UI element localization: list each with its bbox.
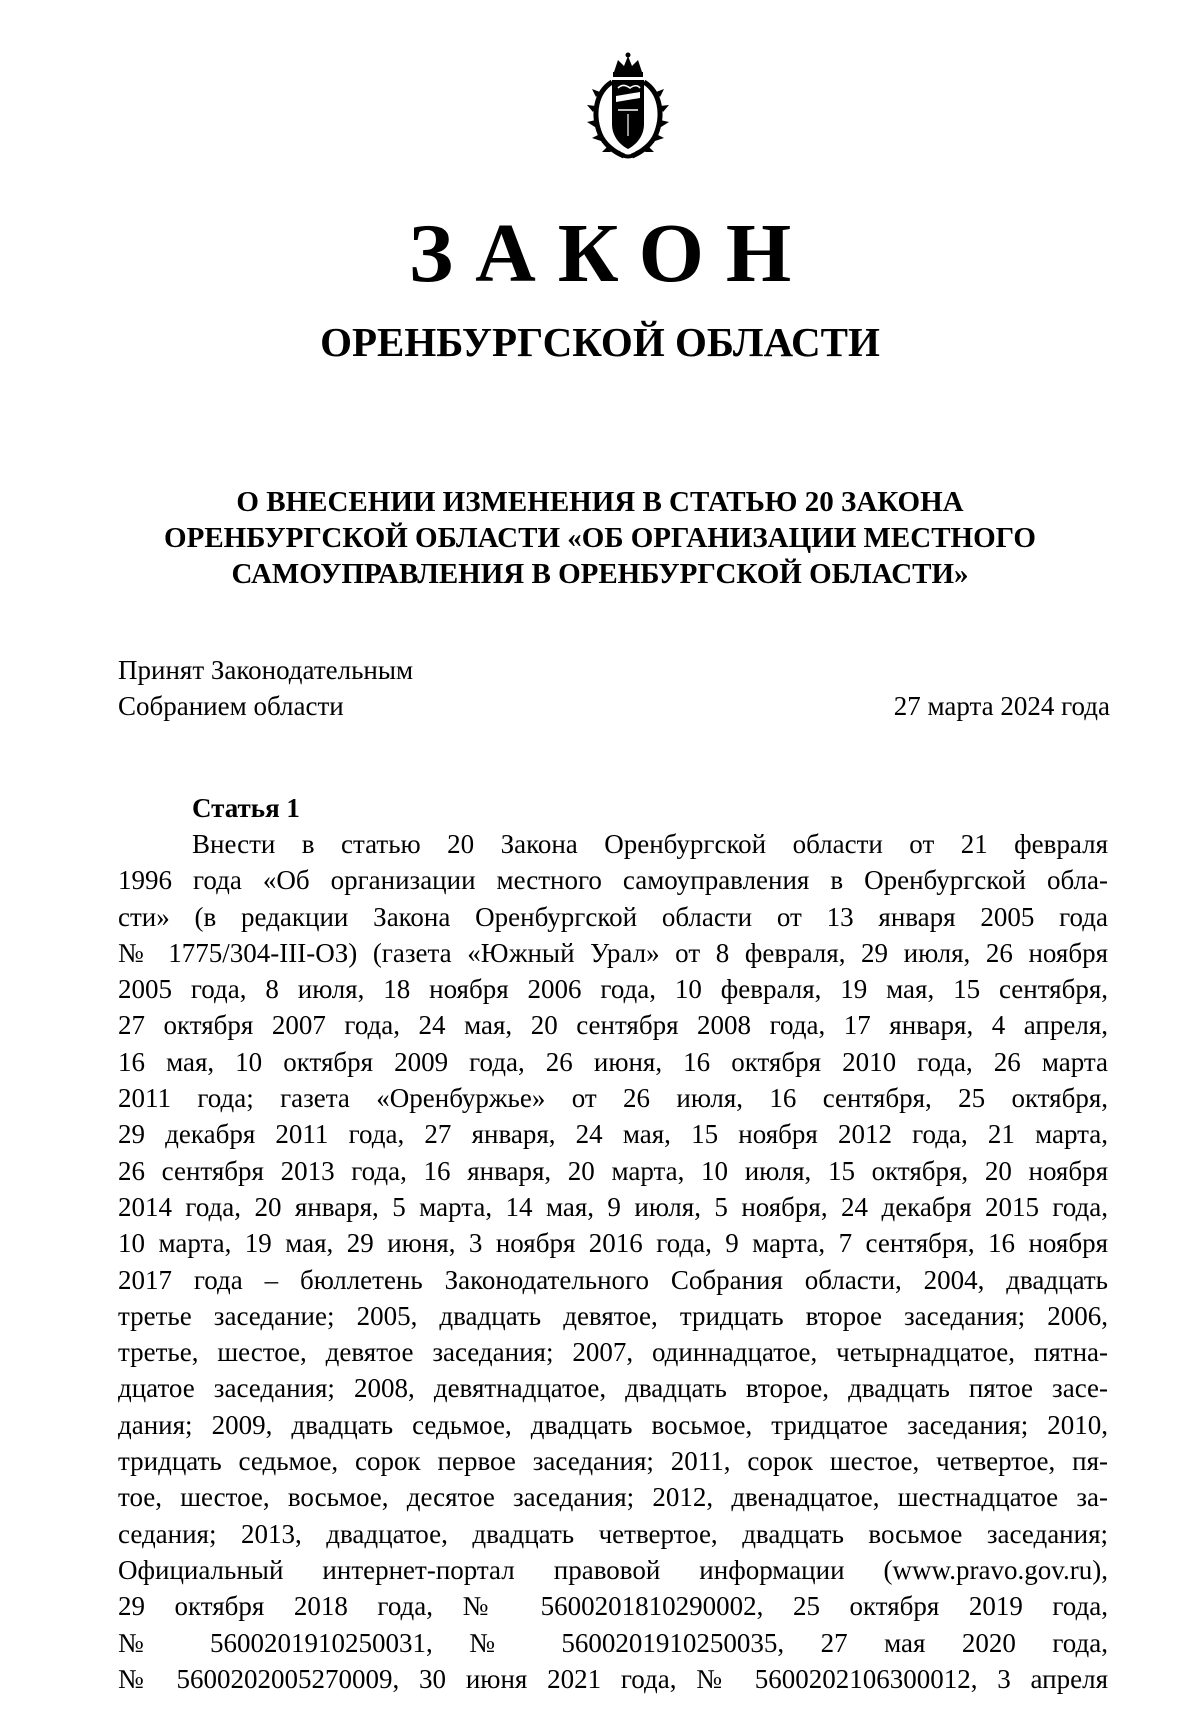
article-line: № 5600202005270009, 30 июня 2021 года, № 5600202106300012, 3 апреля bbox=[118, 1663, 1108, 1694]
adoption-line: Принят Законодательным bbox=[118, 655, 414, 685]
law-subject-line: ОРЕНБУРГСКОЙ ОБЛАСТИ «ОБ ОРГАНИЗАЦИИ МЕСТНОГО bbox=[164, 522, 1036, 554]
article-line: тридцать седьмое, сорок первое заседания; 2011, сорок шестое, четвертое, пя- bbox=[118, 1446, 1108, 1477]
article-line: 27 октября 2007 года, 24 мая, 20 сентября 2008 года, 17 января, 4 апреля, bbox=[118, 1010, 1108, 1041]
adoption-line: Собранием области bbox=[118, 691, 344, 721]
article-line: седания; 2013, двадцатое, двадцать четвертое, двадцать восьмое заседания; bbox=[118, 1518, 1108, 1549]
coat-of-arms-icon bbox=[578, 52, 678, 160]
article-line: 2014 года, 20 января, 5 марта, 14 мая, 9 июля, 5 ноября, 24 декабря 2015 года, bbox=[118, 1191, 1108, 1222]
article-line: № 5600201910250031, № 5600201910250035, 27 мая 2020 года, bbox=[118, 1627, 1108, 1658]
article-line: 2011 года; газета «Оренбуржье» от 26 июля, 16 сентября, 25 октября, bbox=[118, 1083, 1108, 1114]
article-body bbox=[118, 826, 1108, 1697]
article-line: 29 октября 2018 года, № 5600201810290002, 25 октября 2019 года, bbox=[118, 1591, 1108, 1622]
article-line: тое, шестое, восьмое, десятое заседания; 2012, двенадцатое, шестнадцатое за- bbox=[118, 1482, 1108, 1513]
article-line: 2005 года, 8 июля, 18 ноября 2006 года, 10 февраля, 19 мая, 15 сентября, bbox=[118, 974, 1108, 1005]
article-line: 29 декабря 2011 года, 27 января, 24 мая, 15 ноября 2012 года, 21 марта, bbox=[118, 1119, 1108, 1150]
article-line: 10 марта, 19 мая, 29 июня, 3 ноября 2016 года, 9 марта, 7 сентября, 16 ноября bbox=[118, 1228, 1108, 1259]
article-line: 16 мая, 10 октября 2009 года, 26 июня, 16 октября 2010 года, 26 марта bbox=[118, 1046, 1108, 1077]
article-line: 2017 года – бюллетень Законодательного Собрания области, 2004, двадцать bbox=[118, 1264, 1108, 1295]
coat-of-arms-emblem bbox=[578, 52, 678, 160]
article-line: № 1775/304-III-ОЗ) (газета «Южный Урал» от 8 февраля, 29 июля, 26 ноября bbox=[118, 937, 1108, 968]
article-line: дания; 2009, двадцать седьмое, двадцать восьмое, тридцатое заседания; 2010, bbox=[118, 1409, 1108, 1440]
article-line: дцатое заседания; 2008, девятнадцатое, двадцать второе, двадцать пятое засе- bbox=[118, 1373, 1108, 1404]
adoption-authority bbox=[118, 652, 413, 724]
article-line: 1996 года «Об организации местного самоуправления в Оренбургской обла- bbox=[118, 865, 1108, 896]
law-title: ЗАКОН bbox=[408, 207, 814, 300]
article-line: 26 сентября 2013 года, 16 января, 20 марта, 10 июля, 15 октября, 20 ноября bbox=[118, 1155, 1108, 1186]
law-subject bbox=[0, 484, 1200, 592]
article-line: Официальный интернет-портал правовой информации (www.pravo.gov.ru), bbox=[118, 1554, 1108, 1585]
article-heading: Статья 1 bbox=[192, 793, 300, 823]
article-line: Внести в статью 20 Закона Оренбургской области от 21 февраля bbox=[192, 829, 1108, 859]
article-line: третье заседание; 2005, двадцать девятое, тридцать второе заседания; 2006, bbox=[118, 1300, 1108, 1331]
law-subject-line: САМОУПРАВЛЕНИЯ В ОРЕНБУРГСКОЙ ОБЛАСТИ» bbox=[231, 558, 969, 590]
adoption-date: 27 марта 2024 года bbox=[893, 691, 1110, 721]
law-subject-line: О ВНЕСЕНИИ ИЗМЕНЕНИЯ В СТАТЬЮ 20 ЗАКОНА bbox=[236, 486, 964, 518]
article-line: третье, шестое, девятое заседания; 2007, одиннадцатое, четырнадцатое, пятна- bbox=[118, 1337, 1108, 1368]
region-title: ОРЕНБУРГСКОЙ ОБЛАСТИ bbox=[320, 319, 880, 365]
article-line: сти» (в редакции Закона Оренбургской области от 13 января 2005 года bbox=[118, 901, 1108, 932]
